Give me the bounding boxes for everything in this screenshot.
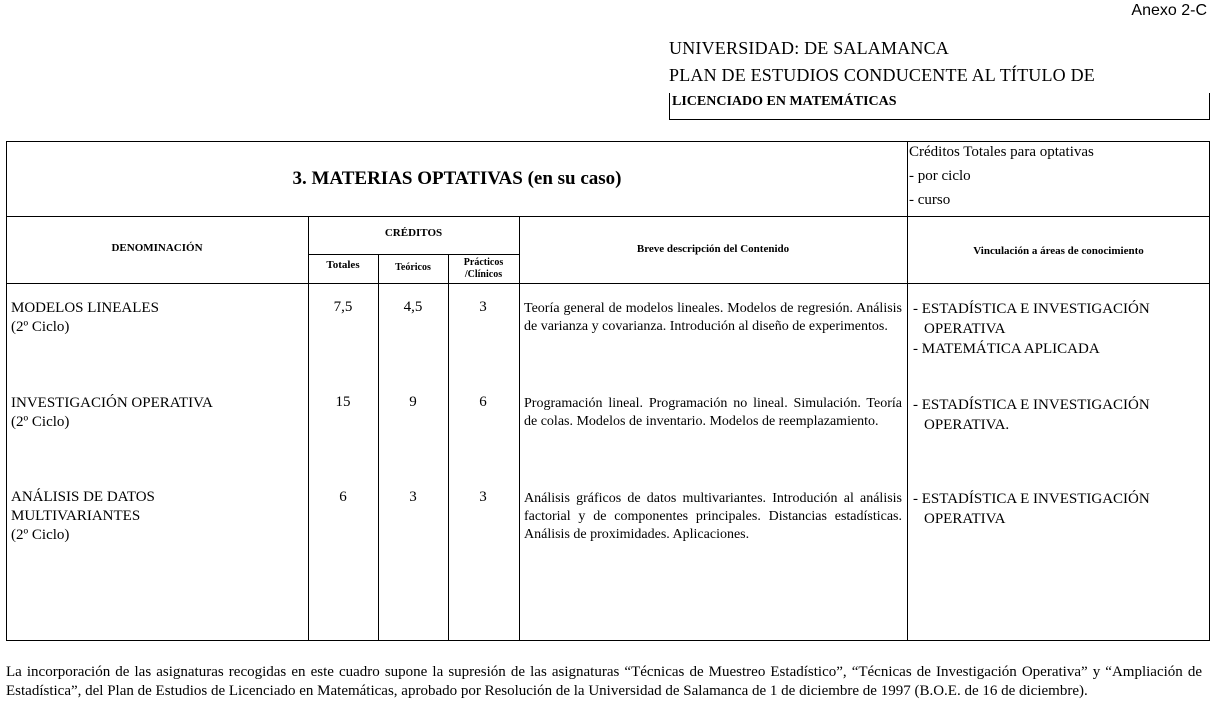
header-denominacion: DENOMINACIÓN <box>111 242 203 254</box>
row-description: Análisis gráficos de datos multivariantes. Introdución al análisis factorial y de componentes principales. Distancias estadísticas. Análisis de proximidades. Aplicaciones. <box>524 491 902 542</box>
degree-box <box>669 93 1210 120</box>
document-header <box>669 36 1095 90</box>
header-creditos: CRÉDITOS <box>384 227 443 239</box>
credits-totales: 7,5 <box>333 299 353 315</box>
credits-teoricos: 9 <box>409 394 417 410</box>
optativas-credits-box <box>909 140 1094 212</box>
optativas-per-course: - curso <box>909 192 951 208</box>
row-description: Programación lineal. Programación no lineal. Simulación. Teoría de colas. Modelos de inventario. Modelos de reemplazamiento. <box>524 396 902 429</box>
table-row-name: MODELOS LINEALES (2º Ciclo) <box>11 300 159 335</box>
footnote: La incorporación de las asignaturas recogidas en este cuadro supone la supresión de las asignaturas “Técnicas de Muestreo Estadístico”, “Técnicas de Investigación Operativa” y “Ampliación de Estadística”, del Plan de Estudios de Licenciado en Matemáticas, aprobado por Resolución de la Universidad de Salamanca de 1 de diciembre de 1997 (B.O.E. de 16 de diciembre). <box>6 664 1202 699</box>
credits-totales: 15 <box>335 394 351 410</box>
credits-teoricos: 3 <box>409 489 417 505</box>
credits-teoricos: 4,5 <box>403 299 423 315</box>
header-totales: Totales <box>326 259 360 271</box>
header-descripcion: Breve descripción del Contenido <box>636 243 790 255</box>
optativas-per-cycle: - por ciclo <box>909 168 971 184</box>
credits-practicos: 6 <box>479 394 487 410</box>
optativas-credits-line: Créditos Totales para optativas <box>909 144 1094 160</box>
university-name: UNIVERSIDAD: DE SALAMANCA <box>669 38 950 58</box>
degree-title: LICENCIADO EN MATEMÁTICAS <box>672 94 897 109</box>
annex-label: Anexo 2-C <box>1131 2 1207 19</box>
table-title: 3. MATERIAS OPTATIVAS (en su caso) <box>292 168 622 189</box>
row-description: Teoría general de modelos lineales. Modelos de regresión. Análisis de varianza y covarianza. Introdución al diseño de experimentos. <box>524 301 902 334</box>
row-areas: - ESTADÍSTICA E INVESTIGACIÓN OPERATIVA - MATEMÁTICA APLICADA <box>913 301 1150 357</box>
row-areas: - ESTADÍSTICA E INVESTIGACIÓN OPERATIVA. <box>913 397 1150 433</box>
credits-totales: 6 <box>339 489 347 505</box>
header-vinculacion: Vinculación a áreas de conocimiento <box>973 245 1144 257</box>
credits-practicos: 3 <box>479 489 487 505</box>
header-practicos: Prácticos /Clínicos <box>463 257 504 280</box>
row-areas: - ESTADÍSTICA E INVESTIGACIÓN OPERATIVA <box>913 491 1150 527</box>
header-teoricos: Teóricos <box>395 262 431 273</box>
table-row-name: INVESTIGACIÓN OPERATIVA (2º Ciclo) <box>11 395 213 430</box>
table-row-name: ANÁLISIS DE DATOS MULTIVARIANTES (2º Ciclo) <box>11 489 155 543</box>
plan-title: PLAN DE ESTUDIOS CONDUCENTE AL TÍTULO DE <box>669 65 1095 85</box>
credits-practicos: 3 <box>479 299 487 315</box>
